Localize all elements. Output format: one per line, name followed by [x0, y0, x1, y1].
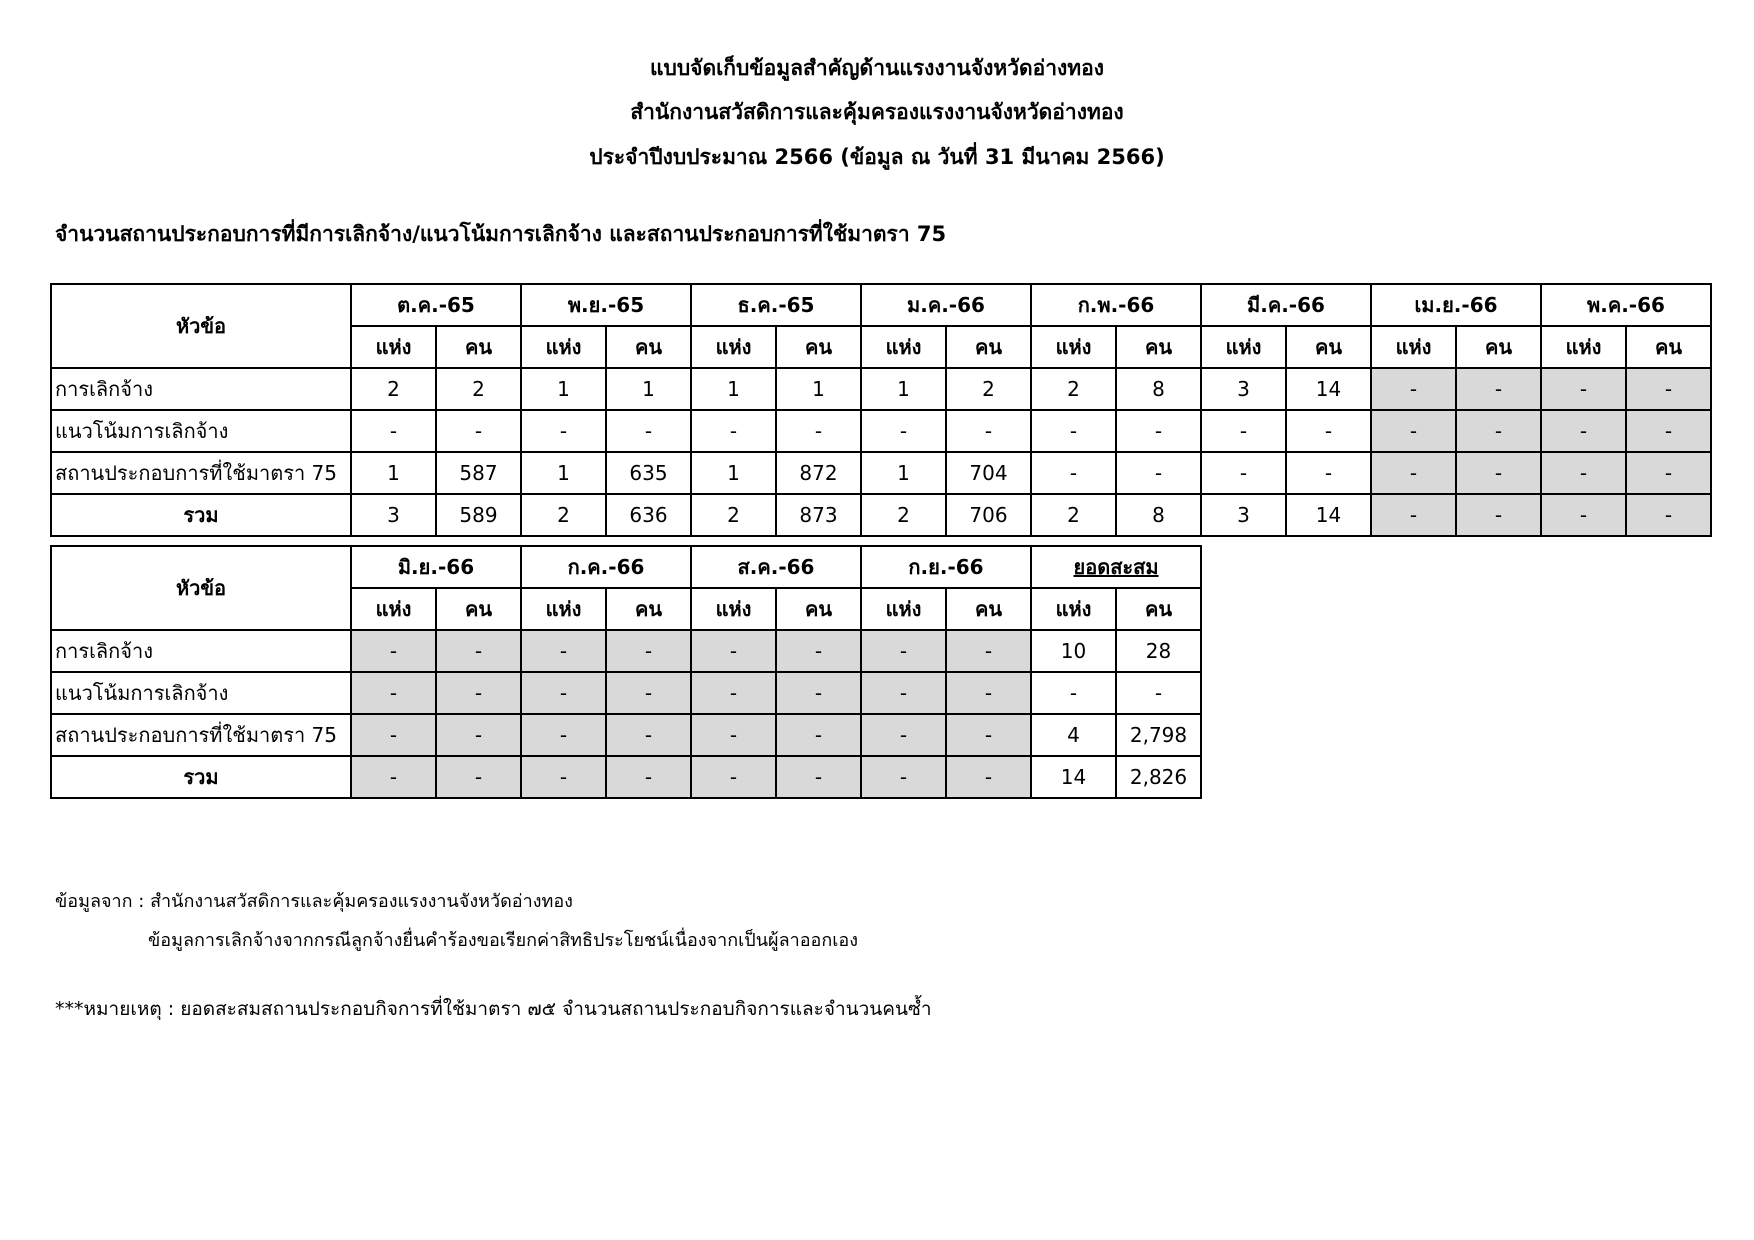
month-header: ส.ค.-66: [691, 546, 861, 588]
value-cell: -: [351, 410, 436, 452]
value-cell: -: [1626, 452, 1711, 494]
unit-header-places: แห่ง: [351, 588, 436, 630]
value-cell: 1: [776, 368, 861, 410]
unit-header-places: แห่ง: [1031, 588, 1116, 630]
value-cell: 635: [606, 452, 691, 494]
value-cell: -: [861, 630, 946, 672]
value-cell: -: [1201, 410, 1286, 452]
value-cell: 636: [606, 494, 691, 536]
value-cell: -: [946, 410, 1031, 452]
value-cell: -: [1541, 452, 1626, 494]
value-cell: -: [521, 756, 606, 798]
row-label: แนวโน้มการเลิกจ้าง: [51, 672, 351, 714]
value-cell: -: [1371, 410, 1456, 452]
value-cell: 1: [351, 452, 436, 494]
value-cell: -: [436, 714, 521, 756]
unit-header-persons: คน: [606, 588, 691, 630]
value-cell: -: [776, 410, 861, 452]
value-cell: -: [861, 714, 946, 756]
value-cell: -: [776, 714, 861, 756]
unit-header-persons: คน: [946, 326, 1031, 368]
value-cell: -: [946, 672, 1031, 714]
month-header: มิ.ย.-66: [351, 546, 521, 588]
value-cell: -: [1456, 452, 1541, 494]
value-cell: 2: [1031, 494, 1116, 536]
value-cell: 1: [606, 368, 691, 410]
unit-header-persons: คน: [946, 588, 1031, 630]
value-cell: -: [521, 410, 606, 452]
value-cell: 1: [691, 368, 776, 410]
unit-header-places: แห่ง: [1541, 326, 1626, 368]
value-cell: -: [606, 714, 691, 756]
month-header: เม.ย.-66: [1371, 284, 1541, 326]
value-cell: -: [351, 630, 436, 672]
table-row: [51, 368, 1711, 410]
value-cell: -: [861, 756, 946, 798]
value-cell: 1: [521, 368, 606, 410]
topic-header: หัวข้อ: [51, 284, 351, 368]
unit-header-persons: คน: [1456, 326, 1541, 368]
value-cell: 28: [1116, 630, 1201, 672]
value-cell: 8: [1116, 494, 1201, 536]
month-header: ต.ค.-65: [351, 284, 521, 326]
unit-header-persons: คน: [606, 326, 691, 368]
value-cell: -: [606, 410, 691, 452]
value-cell: -: [1541, 410, 1626, 452]
value-cell: 2: [691, 494, 776, 536]
month-header: พ.ย.-65: [521, 284, 691, 326]
value-cell: -: [861, 672, 946, 714]
unit-header-persons: คน: [776, 588, 861, 630]
unit-header-places: แห่ง: [691, 588, 776, 630]
value-cell: 14: [1031, 756, 1116, 798]
value-cell: -: [1286, 452, 1371, 494]
unit-header-places: แห่ง: [861, 588, 946, 630]
month-header: มี.ค.-66: [1201, 284, 1371, 326]
value-cell: 2: [1031, 368, 1116, 410]
value-cell: -: [1201, 452, 1286, 494]
value-cell: -: [946, 756, 1031, 798]
monthly-table-jun-sep: [50, 545, 1202, 799]
unit-header-persons: คน: [1116, 326, 1201, 368]
office-name: สำนักงานสวัสดิการและคุ้มครองแรงงานจังหวัดอ่างทอง: [630, 100, 1124, 124]
value-cell: 2,798: [1116, 714, 1201, 756]
value-cell: 14: [1286, 494, 1371, 536]
value-cell: -: [691, 714, 776, 756]
value-cell: -: [1031, 410, 1116, 452]
value-cell: 3: [351, 494, 436, 536]
unit-header-places: แห่ง: [521, 588, 606, 630]
month-header: ม.ค.-66: [861, 284, 1031, 326]
value-cell: -: [1541, 494, 1626, 536]
cumulative-header-label: ยอดสะสม: [1073, 555, 1159, 579]
value-cell: 872: [776, 452, 861, 494]
unit-header-persons: คน: [1286, 326, 1371, 368]
value-cell: -: [351, 714, 436, 756]
value-cell: -: [1541, 368, 1626, 410]
table-row: [51, 630, 1201, 672]
unit-header-persons: คน: [436, 588, 521, 630]
remark-note: ***หมายเหตุ : ยอดสะสมสถานประกอบกิจการที่ใช้มาตรา ๗๕ จำนวนสถานประกอบกิจการและจำนวนคนซ้ำ: [55, 998, 932, 1020]
row-label: แนวโน้มการเลิกจ้าง: [51, 410, 351, 452]
table-row: [51, 494, 1711, 536]
header-row: [51, 284, 1711, 326]
value-cell: -: [606, 672, 691, 714]
value-cell: 587: [436, 452, 521, 494]
value-cell: 8: [1116, 368, 1201, 410]
value-cell: -: [436, 410, 521, 452]
value-cell: -: [1626, 494, 1711, 536]
header-row: [51, 546, 1201, 588]
value-cell: -: [1116, 410, 1201, 452]
value-cell: 2: [436, 368, 521, 410]
value-cell: 2: [946, 368, 1031, 410]
value-cell: -: [521, 630, 606, 672]
month-header: ก.ค.-66: [521, 546, 691, 588]
value-cell: -: [1116, 452, 1201, 494]
monthly-table-oct-may: [50, 283, 1712, 537]
value-cell: 589: [436, 494, 521, 536]
value-cell: 1: [521, 452, 606, 494]
unit-header-persons: คน: [776, 326, 861, 368]
source-detail-note: ข้อมูลการเลิกจ้างจากกรณีลูกจ้างยื่นคำร้องขอเรียกค่าสิทธิประโยชน์เนื่องจากเป็นผู้ลาออกเอง: [148, 930, 858, 951]
value-cell: -: [1031, 672, 1116, 714]
value-cell: 704: [946, 452, 1031, 494]
value-cell: -: [351, 756, 436, 798]
value-cell: -: [521, 714, 606, 756]
value-cell: -: [861, 410, 946, 452]
unit-header-persons: คน: [1116, 588, 1201, 630]
unit-header-persons: คน: [436, 326, 521, 368]
cumulative-header: [1031, 546, 1201, 588]
value-cell: -: [776, 672, 861, 714]
value-cell: -: [1116, 672, 1201, 714]
row-label: การเลิกจ้าง: [51, 368, 351, 410]
value-cell: -: [1286, 410, 1371, 452]
value-cell: -: [1456, 410, 1541, 452]
value-cell: 4: [1031, 714, 1116, 756]
value-cell: 2: [351, 368, 436, 410]
value-cell: 1: [861, 368, 946, 410]
month-header: ก.ย.-66: [861, 546, 1031, 588]
value-cell: 1: [861, 452, 946, 494]
value-cell: 873: [776, 494, 861, 536]
value-cell: -: [691, 672, 776, 714]
value-cell: -: [436, 630, 521, 672]
value-cell: 3: [1201, 494, 1286, 536]
unit-header-places: แห่ง: [1371, 326, 1456, 368]
row-label: สถานประกอบการที่ใช้มาตรา 75: [51, 714, 351, 756]
unit-header-places: แห่ง: [861, 326, 946, 368]
topic-header: หัวข้อ: [51, 546, 351, 630]
value-cell: -: [606, 756, 691, 798]
report-title: แบบจัดเก็บข้อมูลสำคัญด้านแรงงานจังหวัดอ่างทอง: [649, 56, 1105, 80]
table-row: [51, 452, 1711, 494]
value-cell: 2,826: [1116, 756, 1201, 798]
value-cell: -: [1371, 368, 1456, 410]
table-row: [51, 410, 1711, 452]
value-cell: 2: [521, 494, 606, 536]
value-cell: 1: [691, 452, 776, 494]
table-subtitle: จำนวนสถานประกอบการที่มีการเลิกจ้าง/แนวโน้มการเลิกจ้าง และสถานประกอบการที่ใช้มาตรา 75: [55, 222, 947, 246]
total-row-label: รวม: [51, 494, 351, 536]
value-cell: -: [1456, 368, 1541, 410]
value-cell: -: [521, 672, 606, 714]
value-cell: -: [436, 672, 521, 714]
value-cell: -: [691, 410, 776, 452]
unit-header-places: แห่ง: [691, 326, 776, 368]
value-cell: -: [1031, 452, 1116, 494]
month-header: ก.พ.-66: [1031, 284, 1201, 326]
unit-header-places: แห่ง: [351, 326, 436, 368]
value-cell: 706: [946, 494, 1031, 536]
value-cell: -: [1456, 494, 1541, 536]
value-cell: -: [691, 630, 776, 672]
source-note: ข้อมูลจาก : สำนักงานสวัสดิการและคุ้มครองแรงงานจังหวัดอ่างทอง: [55, 891, 573, 912]
value-cell: -: [1626, 368, 1711, 410]
value-cell: -: [776, 756, 861, 798]
table-row: [51, 714, 1201, 756]
value-cell: 2: [861, 494, 946, 536]
value-cell: -: [1626, 410, 1711, 452]
value-cell: -: [946, 714, 1031, 756]
value-cell: 14: [1286, 368, 1371, 410]
table-row: [51, 672, 1201, 714]
unit-header-places: แห่ง: [1201, 326, 1286, 368]
month-header: ธ.ค.-65: [691, 284, 861, 326]
fiscal-year-line: ประจำปีงบประมาณ 2566 (ข้อมูล ณ วันที่ 31 มีนาคม 2566): [589, 145, 1165, 169]
value-cell: -: [691, 756, 776, 798]
row-label: การเลิกจ้าง: [51, 630, 351, 672]
row-label: สถานประกอบการที่ใช้มาตรา 75: [51, 452, 351, 494]
table-row: [51, 756, 1201, 798]
value-cell: 10: [1031, 630, 1116, 672]
value-cell: -: [436, 756, 521, 798]
value-cell: 3: [1201, 368, 1286, 410]
unit-header-places: แห่ง: [1031, 326, 1116, 368]
unit-header-persons: คน: [1626, 326, 1711, 368]
value-cell: -: [946, 630, 1031, 672]
total-row-label: รวม: [51, 756, 351, 798]
value-cell: -: [776, 630, 861, 672]
value-cell: -: [1371, 494, 1456, 536]
unit-header-places: แห่ง: [521, 326, 606, 368]
value-cell: -: [351, 672, 436, 714]
month-header: พ.ค.-66: [1541, 284, 1711, 326]
value-cell: -: [606, 630, 691, 672]
value-cell: -: [1371, 452, 1456, 494]
